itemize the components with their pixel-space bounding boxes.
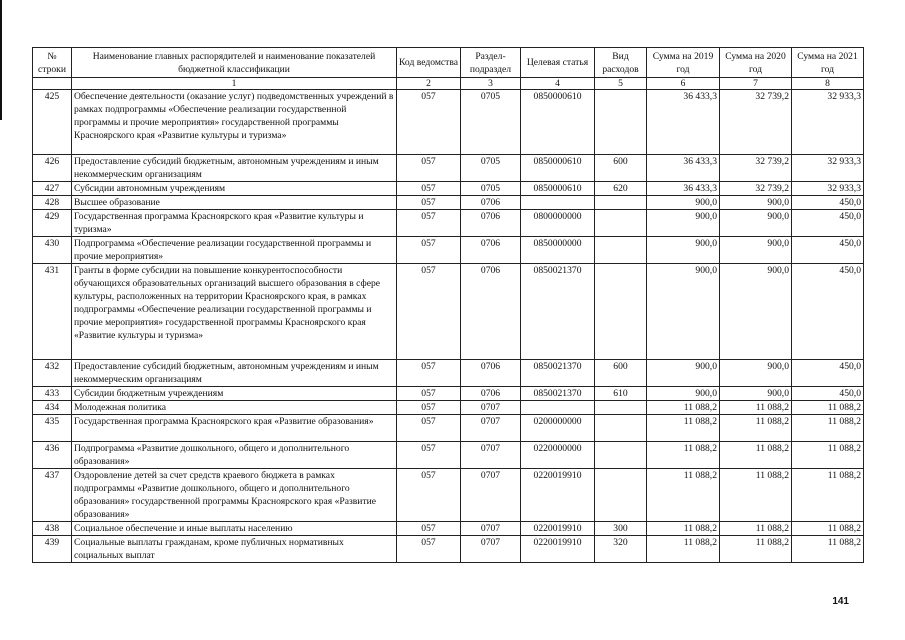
row-number-cell: 428	[33, 196, 72, 210]
target-article-cell: 0850000610	[521, 155, 595, 182]
amount-2020-cell: 11 088,2	[720, 401, 792, 415]
amount-2020-cell: 11 088,2	[720, 536, 792, 563]
column-number: 1	[72, 78, 397, 90]
amount-2019-cell: 11 088,2	[647, 469, 720, 522]
indicator-name-cell: Предоставление субсидий бюджетным, автономным учреждениям и иным некоммерческим организациям	[72, 155, 397, 182]
indicator-name-cell: Высшее образование	[72, 196, 397, 210]
column-number: 2	[397, 78, 461, 90]
amount-2020-cell: 32 739,2	[720, 155, 792, 182]
target-article-cell: 0220000000	[521, 442, 595, 469]
table-row	[33, 442, 864, 469]
column-number	[33, 78, 72, 90]
amount-2019-cell: 36 433,3	[647, 182, 720, 196]
target-article-cell: 0220019910	[521, 469, 595, 522]
section-code-cell: 0705	[461, 90, 521, 155]
amount-2019-cell: 900,0	[647, 210, 720, 237]
department-code-cell: 057	[397, 415, 461, 442]
amount-2021-cell: 11 088,2	[792, 415, 864, 442]
expense-kind-cell	[595, 442, 647, 469]
row-number-cell: 436	[33, 442, 72, 469]
amount-2019-cell: 900,0	[647, 237, 720, 264]
department-code-cell: 057	[397, 536, 461, 563]
department-code-cell: 057	[397, 522, 461, 536]
column-number: 8	[792, 78, 864, 90]
target-article-cell: 0850000610	[521, 90, 595, 155]
table-row	[33, 401, 864, 415]
row-number-cell: 437	[33, 469, 72, 522]
target-article-cell: 0850021370	[521, 264, 595, 360]
section-code-cell: 0706	[461, 210, 521, 237]
section-code-cell: 0707	[461, 536, 521, 563]
amount-2021-cell: 450,0	[792, 210, 864, 237]
column-number-row	[33, 78, 864, 90]
amount-2021-cell: 11 088,2	[792, 536, 864, 563]
indicator-name-cell: Государственная программа Красноярского края «Развитие культуры и туризма»	[72, 210, 397, 237]
table-row	[33, 182, 864, 196]
amount-2021-cell: 450,0	[792, 237, 864, 264]
section-code-cell: 0706	[461, 360, 521, 387]
column-number: 7	[720, 78, 792, 90]
indicator-name-cell: Государственная программа Красноярского края «Развитие образования»	[72, 415, 397, 442]
amount-2021-cell: 11 088,2	[792, 522, 864, 536]
expense-kind-cell: 300	[595, 522, 647, 536]
row-number-cell: 427	[33, 182, 72, 196]
amount-2020-cell: 900,0	[720, 196, 792, 210]
amount-2020-cell: 900,0	[720, 237, 792, 264]
amount-2020-cell: 32 739,2	[720, 182, 792, 196]
indicator-name-cell: Подпрограмма «Развитие дошкольного, общего и дополнительного образования»	[72, 442, 397, 469]
target-article-cell: 0850000000	[521, 237, 595, 264]
amount-2019-cell: 11 088,2	[647, 415, 720, 442]
table-row	[33, 90, 864, 155]
amount-2021-cell: 450,0	[792, 264, 864, 360]
amount-2020-cell: 900,0	[720, 387, 792, 401]
section-code-cell: 0706	[461, 387, 521, 401]
target-article-cell: 0220019910	[521, 522, 595, 536]
table-row	[33, 360, 864, 387]
page-number: 141	[832, 596, 849, 607]
amount-2019-cell: 900,0	[647, 360, 720, 387]
header-amount-2021: Сумма на 2021 год	[792, 48, 864, 78]
section-code-cell: 0707	[461, 442, 521, 469]
section-code-cell: 0706	[461, 196, 521, 210]
amount-2021-cell: 450,0	[792, 196, 864, 210]
column-number: 3	[461, 78, 521, 90]
amount-2020-cell: 32 739,2	[720, 90, 792, 155]
amount-2019-cell: 11 088,2	[647, 522, 720, 536]
page-edge-line	[0, 0, 2, 120]
amount-2021-cell: 32 933,3	[792, 182, 864, 196]
header-amount-2020: Сумма на 2020 год	[720, 48, 792, 78]
row-number-cell: 438	[33, 522, 72, 536]
section-code-cell: 0705	[461, 155, 521, 182]
section-code-cell: 0706	[461, 237, 521, 264]
amount-2020-cell: 11 088,2	[720, 415, 792, 442]
expense-kind-cell	[595, 210, 647, 237]
amount-2019-cell: 900,0	[647, 264, 720, 360]
amount-2019-cell: 900,0	[647, 387, 720, 401]
row-number-cell: 429	[33, 210, 72, 237]
table-row	[33, 415, 864, 442]
target-article-cell: 0220019910	[521, 536, 595, 563]
indicator-name-cell: Социальные выплаты гражданам, кроме публичных нормативных социальных выплат	[72, 536, 397, 563]
header-department-code: Код ведомства	[397, 48, 461, 78]
amount-2019-cell: 36 433,3	[647, 155, 720, 182]
expense-kind-cell	[595, 90, 647, 155]
amount-2019-cell: 11 088,2	[647, 442, 720, 469]
department-code-cell: 057	[397, 90, 461, 155]
header-target-article: Целевая статья	[521, 48, 595, 78]
amount-2020-cell: 900,0	[720, 210, 792, 237]
expense-kind-cell: 600	[595, 155, 647, 182]
target-article-cell: 0800000000	[521, 210, 595, 237]
amount-2019-cell: 11 088,2	[647, 401, 720, 415]
header-section: Раздел-подраздел	[461, 48, 521, 78]
table-row	[33, 210, 864, 237]
expense-kind-cell: 600	[595, 360, 647, 387]
expense-kind-cell: 320	[595, 536, 647, 563]
department-code-cell: 057	[397, 182, 461, 196]
indicator-name-cell: Субсидии бюджетным учреждениям	[72, 387, 397, 401]
indicator-name-cell: Обеспечение деятельности (оказание услуг) подведомственных учреждений в рамках подпрограммы «Обеспечение реализации государственной программы и прочие мероприятия» государственной программы Красноярского края «Развитие культуры и туризма»	[72, 90, 397, 155]
expense-kind-cell	[595, 401, 647, 415]
row-number-cell: 435	[33, 415, 72, 442]
department-code-cell: 057	[397, 360, 461, 387]
section-code-cell: 0707	[461, 469, 521, 522]
header-amount-2019: Сумма на 2019 год	[647, 48, 720, 78]
department-code-cell: 057	[397, 196, 461, 210]
table-row	[33, 536, 864, 563]
amount-2019-cell: 36 433,3	[647, 90, 720, 155]
amount-2021-cell: 32 933,3	[792, 90, 864, 155]
section-code-cell: 0707	[461, 401, 521, 415]
budget-table	[32, 47, 864, 563]
header-row	[33, 48, 864, 78]
amount-2021-cell: 450,0	[792, 360, 864, 387]
table-row	[33, 237, 864, 264]
amount-2021-cell: 11 088,2	[792, 469, 864, 522]
amount-2019-cell: 900,0	[647, 196, 720, 210]
indicator-name-cell: Гранты в форме субсидии на повышение конкурентоспособности обучающихся образовательных организаций высшего образования в сфере культуры, расположенных на территории Красноярского края, в рамках подпрограммы «Обеспечение реализации государственной программы и прочие мероприятия» государственной программы Красноярского края «Развитие культуры и туризма»	[72, 264, 397, 360]
amount-2021-cell: 11 088,2	[792, 401, 864, 415]
amount-2019-cell: 11 088,2	[647, 536, 720, 563]
table-row	[33, 196, 864, 210]
target-article-cell: 0200000000	[521, 415, 595, 442]
target-article-cell: 0850000610	[521, 182, 595, 196]
table-row	[33, 264, 864, 360]
row-number-cell: 426	[33, 155, 72, 182]
target-article-cell	[521, 401, 595, 415]
column-number: 4	[521, 78, 595, 90]
row-number-cell: 434	[33, 401, 72, 415]
expense-kind-cell	[595, 237, 647, 264]
amount-2021-cell: 11 088,2	[792, 442, 864, 469]
indicator-name-cell: Социальное обеспечение и иные выплаты населению	[72, 522, 397, 536]
target-article-cell: 0850021370	[521, 387, 595, 401]
amount-2020-cell: 11 088,2	[720, 442, 792, 469]
expense-kind-cell	[595, 469, 647, 522]
department-code-cell: 057	[397, 442, 461, 469]
table-row	[33, 387, 864, 401]
table-row	[33, 469, 864, 522]
department-code-cell: 057	[397, 264, 461, 360]
target-article-cell	[521, 196, 595, 210]
department-code-cell: 057	[397, 210, 461, 237]
indicator-name-cell: Предоставление субсидий бюджетным, автономным учреждениям и иным некоммерческим организациям	[72, 360, 397, 387]
amount-2020-cell: 900,0	[720, 360, 792, 387]
amount-2021-cell: 32 933,3	[792, 155, 864, 182]
expense-kind-cell: 610	[595, 387, 647, 401]
indicator-name-cell: Подпрограмма «Обеспечение реализации государственной программы и прочие мероприятия»	[72, 237, 397, 264]
row-number-cell: 432	[33, 360, 72, 387]
department-code-cell: 057	[397, 469, 461, 522]
expense-kind-cell	[595, 415, 647, 442]
column-number: 6	[647, 78, 720, 90]
indicator-name-cell: Субсидии автономным учреждениям	[72, 182, 397, 196]
indicator-name-cell: Молодежная политика	[72, 401, 397, 415]
department-code-cell: 057	[397, 155, 461, 182]
row-number-cell: 425	[33, 90, 72, 155]
row-number-cell: 433	[33, 387, 72, 401]
amount-2020-cell: 11 088,2	[720, 522, 792, 536]
header-row-number: № строки	[33, 48, 72, 78]
amount-2020-cell: 900,0	[720, 264, 792, 360]
department-code-cell: 057	[397, 387, 461, 401]
expense-kind-cell	[595, 264, 647, 360]
amount-2020-cell: 11 088,2	[720, 469, 792, 522]
header-expense-kind: Вид расходов	[595, 48, 647, 78]
indicator-name-cell: Оздоровление детей за счет средств краевого бюджета в рамках подпрограммы «Развитие дошкольного, общего и дополнительного образования» государственной программы Красноярского края «Развитие образования»	[72, 469, 397, 522]
row-number-cell: 439	[33, 536, 72, 563]
expense-kind-cell	[595, 196, 647, 210]
section-code-cell: 0705	[461, 182, 521, 196]
expense-kind-cell: 620	[595, 182, 647, 196]
row-number-cell: 431	[33, 264, 72, 360]
department-code-cell: 057	[397, 237, 461, 264]
target-article-cell: 0850021370	[521, 360, 595, 387]
section-code-cell: 0706	[461, 264, 521, 360]
column-number: 5	[595, 78, 647, 90]
section-code-cell: 0707	[461, 415, 521, 442]
table-row	[33, 155, 864, 182]
row-number-cell: 430	[33, 237, 72, 264]
section-code-cell: 0707	[461, 522, 521, 536]
header-name: Наименование главных распорядителей и наименование показателей бюджетной классификации	[72, 48, 397, 78]
amount-2021-cell: 450,0	[792, 387, 864, 401]
department-code-cell: 057	[397, 401, 461, 415]
table-row	[33, 522, 864, 536]
